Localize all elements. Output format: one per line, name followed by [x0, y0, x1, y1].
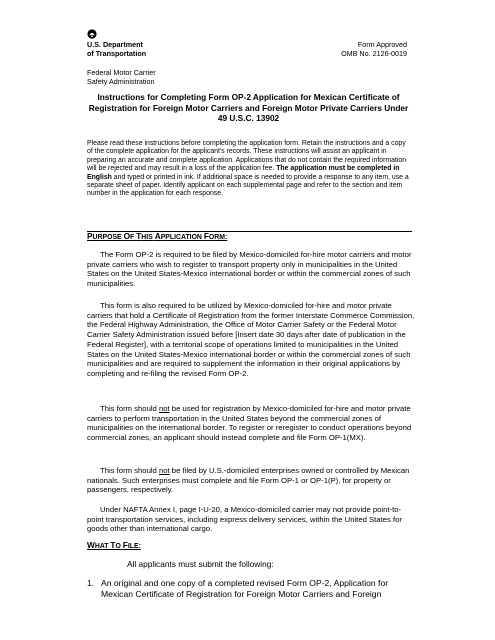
agency-line-1: Federal Motor Carrier [87, 68, 156, 77]
intro-paragraph [87, 140, 412, 199]
omb-number: OMB No. 2126-0019 [341, 49, 407, 58]
purpose-p3-not: not [158, 404, 170, 413]
intro-bold-text: The application must be completed in English [87, 165, 400, 181]
intro-text-a: Please read these instructions before completing the application form. Retain the instructions and a copy of the complete application for the applicant's records. These instructions will assist an applicant in preparing an accurate and complete application. Applications that do not contain the required information will be rejected and may result in a loss of the application fee. [87, 140, 407, 173]
department-line-2: of Transportation [87, 49, 147, 58]
dot-emblem-icon [87, 29, 97, 39]
document-title: Instructions for Completing Form OP-2 Application for Mexican Certificate of Registration for Foreign Motor Carriers and Foreign Motor Private Carriers Under 49 U.S.C. 13902 [88, 92, 409, 123]
form-approved-label: Form Approved [357, 40, 407, 49]
purpose-p3-text-a: This form should [100, 404, 159, 413]
list-item [87, 578, 419, 601]
agency-name [87, 68, 156, 86]
purpose-p4-text-a: This form should [100, 466, 159, 475]
all-applicants-text: All applicants must submit the following: [127, 559, 274, 569]
what-to-file-heading: WHAT TO FILE: [87, 540, 141, 550]
purpose-p4-not: not [158, 466, 170, 475]
department-name [87, 40, 146, 58]
agency-line-2: Safety Administration [87, 77, 155, 86]
purpose-p4-text-b: be filed by U.S.-domiciled enterprises owned or controlled by Mexican nationals. Such enterprises must complete and file Form OP-1 or OP-1(P), for property or passengers, respectively. [87, 466, 410, 495]
omb-block [341, 40, 407, 58]
purpose-paragraph-5: Under NAFTA Annex I, page I-U-20, a Mexico-domiciled carrier may not provide point-to-point transportation services, including express delivery services, within the United States for goods other than international cargo. [87, 505, 402, 534]
purpose-paragraph-3 [87, 404, 417, 443]
purpose-paragraph-4 [87, 466, 417, 495]
intro-text-b: and typed or printed in ink. If additional space is needed to provide a response to any item, use a separate sheet of paper. Identify applicant on each supplemental page and refer to the section and item number in the application for each response. [87, 173, 409, 198]
purpose-p3-text-b: be used for registration by Mexico-domiciled for-hire and motor private carriers to perform transportation in the United States beyond the commercial zones of municipalities on the international border. To register or reregister to conduct operations beyond commercial zones, an applicant should instead complete and file Form OP-1(MX). [87, 404, 412, 443]
purpose-paragraph-2: This form is also required to be utilized by Mexico-domiciled for-hire and motor private carriers that hold a Certificate of Registration from the former Interstate Commerce Commission, the Federal Highway Administration, the Office of Motor Carrier Safety or the Federal Motor Carrier Safety Administration issued before [Insert date 30 days after date of publication in the Federal Register], with a territorial scope of operations limited to municipalities in the United States on the United States-Mexico international border or within the commercial zones of such municipalities and are required to supplement the information in their original applications by completing and re-filing the revised Form OP-2. [87, 301, 415, 378]
purpose-heading: PURPOSE OF THIS APPLICATION FORM: [87, 231, 228, 241]
department-line-1: U.S. Department [87, 40, 143, 49]
purpose-paragraph-1: The Form OP-2 is required to be filed by Mexico-domiciled for-hire motor carriers and motor private carriers who wish to register to transport property only in municipalities in the United States on the United States-Mexico international border or within the commercial zones of such municipalities. [87, 250, 412, 289]
list-item-text: An original and one copy of a completed revised Form OP-2, Application for Mexican Certificate of Registration for Foreign Motor Carriers and Foreign [101, 578, 389, 600]
list-item-number: 1. [87, 578, 95, 588]
